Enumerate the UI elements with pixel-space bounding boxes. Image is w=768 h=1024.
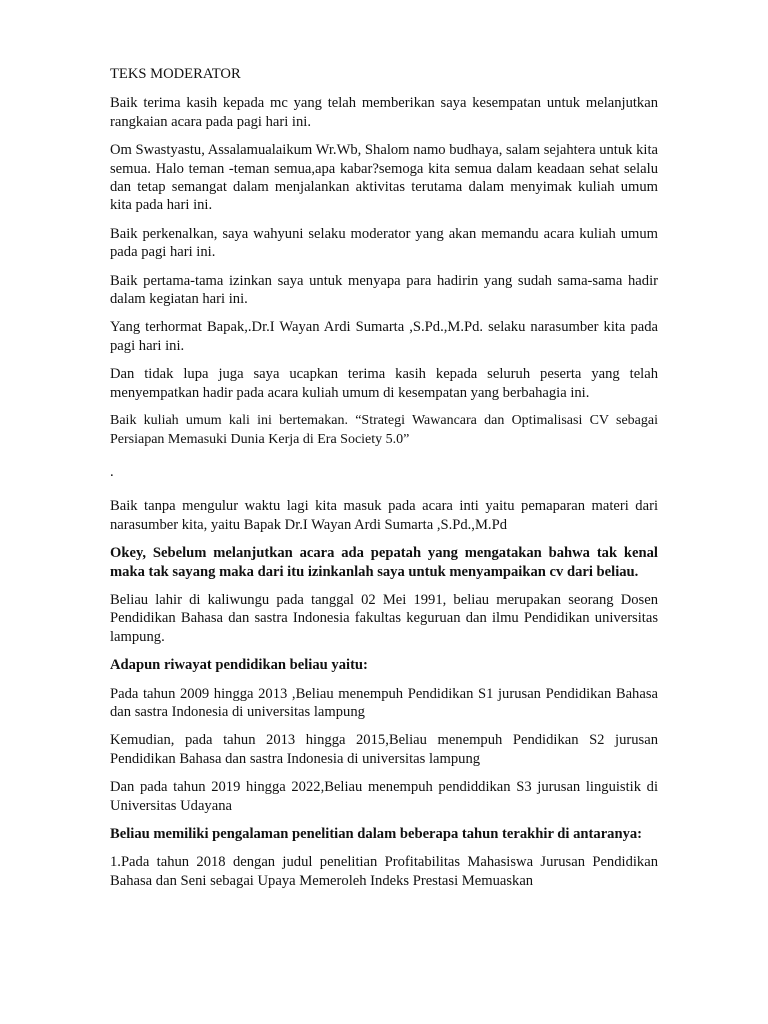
paragraph-research-1: 1.Pada tahun 2018 dengan judul penelitian Profitabilitas Mahasiswa Jurusan Pendidikan Bahasa dan Seni sebagai Upaya Memeroleh Indeks Prestasi Memuaskan — [110, 854, 658, 889]
heading-research: Beliau memiliki pengalaman penelitian dalam beberapa tahun terakhir di antaranya: — [110, 826, 643, 842]
paragraph-thanks-participants: Dan tidak lupa juga saya ucapkan terima kasih kepada seluruh peserta yang telah menyempatkan hadir pada acara kuliah umum di kesempatan yang berbahagia ini. — [110, 366, 658, 401]
paragraph-education-s2: Kemudian, pada tahun 2013 hingga 2015,Beliau menempuh Pendidikan S2 jurusan Pendidikan Bahasa dan sastra Indonesia di universitas lampung — [110, 732, 658, 767]
document-body — [110, 65, 658, 900]
paragraph-proverb: Okey, Sebelum melanjutkan acara ada pepatah yang mengatakan bahwa tak kenal maka tak sayang maka dari itu izinkanlah saya untuk menyampaikan cv dari beliau. — [110, 545, 658, 580]
paragraph-greet-audience: Baik pertama-tama izinkan saya untuk menyapa para hadirin yang sudah sama-sama hadir dalam kegiatan hari ini. — [110, 272, 658, 308]
paragraph-introduction: Baik perkenalkan, saya wahyuni selaku moderator yang akan memandu acara kuliah umum pada pagi hari ini. — [110, 225, 658, 261]
document-title: TEKS MODERATOR — [110, 66, 241, 82]
paragraph-greetings: Om Swastyastu, Assalamualaikum Wr.Wb, Shalom namo budhaya, salam sejahtera untuk kita semua. Halo teman -teman semua,apa kabar?semoga kita semua dalam keadaan sehat selalu dan tetap semangat dalam menjalankan aktivitas terutama dalam menyimak kuliah umum kita pada hari ini. — [110, 142, 658, 214]
paragraph-main-event: Baik tanpa mengulur waktu lagi kita masuk pada acara inti yaitu pemaparan materi dari narasumber kita, yaitu Bapak Dr.I Wayan Ardi Sumarta ,S.Pd.,M.Pd — [110, 498, 658, 533]
paragraph-birth-info: Beliau lahir di kaliwungu pada tanggal 02 Mei 1991, beliau merupakan seorang Dosen Pendidikan Bahasa dan sastra Indonesia fakultas keguruan dan ilmu Pendidikan universitas lampung. — [110, 591, 658, 645]
paragraph-theme: Baik kuliah umum kali ini bertemakan. “Strategi Wawancara dan Optimalisasi CV sebagai Persiapan Memasuki Dunia Kerja di Era Society 5.0” — [110, 413, 658, 447]
paragraph-opening-thanks: Baik terima kasih kepada mc yang telah memberikan saya kesempatan untuk melanjutkan rangkaian acara pada pagi hari ini. — [110, 95, 658, 130]
paragraph-education-s1: Pada tahun 2009 hingga 2013 ,Beliau menempuh Pendidikan S1 jurusan Pendidikan Bahasa dan sastra Indonesia di universitas lampung — [110, 685, 658, 720]
paragraph-education-s3: Dan pada tahun 2019 hingga 2022,Beliau menempuh pendiddikan S3 jurusan linguistik di Universitas Udayana — [110, 779, 658, 814]
heading-education: Adapun riwayat pendidikan beliau yaitu: — [110, 657, 368, 674]
paragraph-dot: . — [110, 463, 114, 480]
paragraph-honored-speaker: Yang terhormat Bapak,.Dr.I Wayan Ardi Sumarta ,S.Pd.,M.Pd. selaku narasumber kita pada pagi hari ini. — [110, 319, 658, 354]
